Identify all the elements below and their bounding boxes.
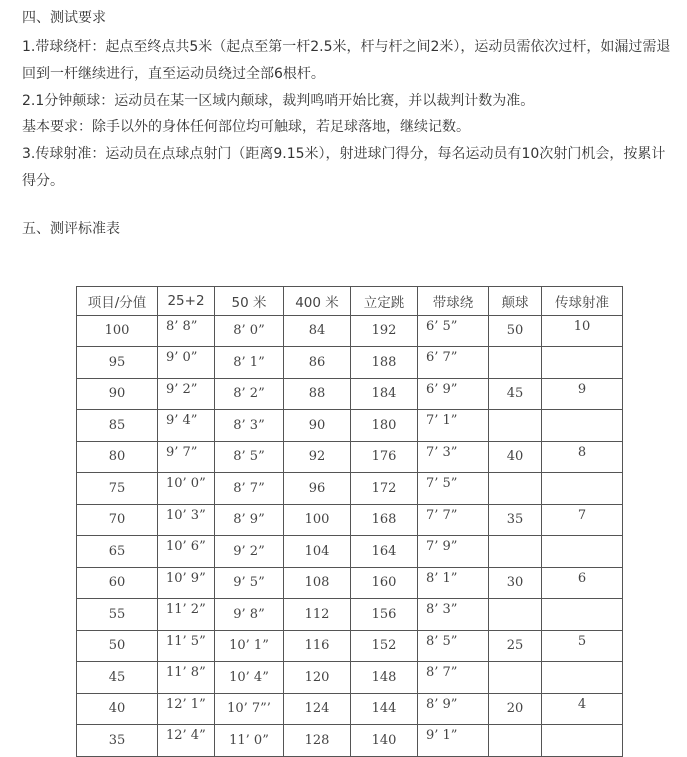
table-cell: 9 (542, 378, 623, 410)
table-cell: 9’ 2” (158, 378, 215, 410)
table-cell: 86 (284, 347, 351, 379)
table-cell: 11’ 0” (215, 725, 284, 757)
table-cell: 140 (351, 725, 418, 757)
table-cell: 40 (489, 441, 542, 473)
table-cell (489, 725, 542, 757)
rule-line: 基本要求：除手以外的身体任何部位均可触球，若足球落地，继续记数。 (22, 119, 470, 135)
table-cell: 96 (284, 473, 351, 505)
table-cell: 184 (351, 378, 418, 410)
table-cell: 8’ 0” (215, 315, 284, 347)
table-cell: 92 (284, 441, 351, 473)
column-header: 25+2 (158, 287, 215, 316)
table-cell: 50 (77, 630, 158, 662)
table-cell: 9’ 1” (418, 725, 489, 757)
table-cell: 8’ 5” (418, 630, 489, 662)
table-cell: 80 (77, 441, 158, 473)
table-cell: 144 (351, 693, 418, 725)
table-cell: 168 (351, 504, 418, 536)
table-cell: 7’ 9” (418, 536, 489, 568)
table-cell (542, 410, 623, 442)
column-header: 400 米 (284, 287, 351, 316)
table-cell: 188 (351, 347, 418, 379)
table-row (77, 567, 623, 599)
table-row (77, 662, 623, 694)
table-cell: 12’ 1” (158, 693, 215, 725)
rule-line: 得分。 (22, 173, 64, 189)
table-cell: 10’ 0” (158, 473, 215, 505)
section-4-heading: 四、测试要求 (22, 10, 106, 26)
table-row (77, 347, 623, 379)
table-row (77, 441, 623, 473)
table-cell: 10’ 7”’ (215, 693, 284, 725)
table-cell: 8’ 7” (215, 473, 284, 505)
table-cell: 10’ 1” (215, 630, 284, 662)
scoring-standard-table (76, 286, 623, 757)
table-cell: 164 (351, 536, 418, 568)
table-cell: 128 (284, 725, 351, 757)
table-cell: 45 (77, 662, 158, 694)
table-cell: 8’ 7” (418, 662, 489, 694)
table-cell: 172 (351, 473, 418, 505)
table-cell (542, 347, 623, 379)
table-cell: 55 (77, 599, 158, 631)
table-row (77, 536, 623, 568)
table-cell: 192 (351, 315, 418, 347)
table-cell: 30 (489, 567, 542, 599)
table-cell: 75 (77, 473, 158, 505)
table-cell: 7’ 5” (418, 473, 489, 505)
table-cell: 6’ 7” (418, 347, 489, 379)
column-header: 带球绕 (418, 287, 489, 316)
table-row (77, 378, 623, 410)
rule-line: 3.传球射准：运动员在点球点射门（距离9.15米），射进球门得分，每名运动员有10次射门机会，按累计 (22, 146, 666, 162)
table-cell: 8’ 3” (418, 599, 489, 631)
table-cell: 160 (351, 567, 418, 599)
table-cell (542, 725, 623, 757)
table-cell (542, 473, 623, 505)
table-cell (542, 536, 623, 568)
table-cell: 10 (542, 315, 623, 347)
table-cell: 84 (284, 315, 351, 347)
table-cell: 6’ 5” (418, 315, 489, 347)
table-cell: 8’ 1” (215, 347, 284, 379)
table-cell: 95 (77, 347, 158, 379)
table-cell: 9’ 4” (158, 410, 215, 442)
table-cell: 8’ 8” (158, 315, 215, 347)
table-cell: 9’ 0” (158, 347, 215, 379)
table-cell: 9’ 7” (158, 441, 215, 473)
table-cell: 148 (351, 662, 418, 694)
table-cell: 104 (284, 536, 351, 568)
table-cell: 152 (351, 630, 418, 662)
table-cell (489, 473, 542, 505)
table-cell: 8’ 9” (418, 693, 489, 725)
table-cell: 5 (542, 630, 623, 662)
table-cell: 124 (284, 693, 351, 725)
table-cell: 10’ 6” (158, 536, 215, 568)
table-cell: 60 (77, 567, 158, 599)
column-header: 50 米 (215, 287, 284, 316)
table-cell (489, 347, 542, 379)
table-cell: 90 (284, 410, 351, 442)
table-cell: 20 (489, 693, 542, 725)
table-cell: 7 (542, 504, 623, 536)
table-cell: 90 (77, 378, 158, 410)
table-cell: 12’ 4” (158, 725, 215, 757)
table-cell: 8 (542, 441, 623, 473)
table-row (77, 693, 623, 725)
column-header: 颠球 (489, 287, 542, 316)
table-cell: 10’ 9” (158, 567, 215, 599)
table-row (77, 473, 623, 505)
table-row (77, 410, 623, 442)
table-cell: 9’ 8” (215, 599, 284, 631)
table-cell: 120 (284, 662, 351, 694)
table-cell: 176 (351, 441, 418, 473)
table-cell: 8’ 5” (215, 441, 284, 473)
table-cell: 10’ 3” (158, 504, 215, 536)
column-header: 传球射准 (542, 287, 623, 316)
table-cell: 7’ 1” (418, 410, 489, 442)
table-cell: 6’ 9” (418, 378, 489, 410)
column-header: 项目/分值 (77, 287, 158, 316)
table-cell: 25 (489, 630, 542, 662)
table-cell: 40 (77, 693, 158, 725)
table-cell: 8’ 9” (215, 504, 284, 536)
table-cell: 11’ 2” (158, 599, 215, 631)
table-cell: 9’ 5” (215, 567, 284, 599)
table-row (77, 599, 623, 631)
table-cell: 88 (284, 378, 351, 410)
table-row (77, 630, 623, 662)
table-cell (489, 536, 542, 568)
table-cell (542, 599, 623, 631)
table-cell: 10’ 4” (215, 662, 284, 694)
table-cell: 6 (542, 567, 623, 599)
table-cell: 7’ 3” (418, 441, 489, 473)
table-cell (542, 662, 623, 694)
table-cell (489, 599, 542, 631)
table-cell: 45 (489, 378, 542, 410)
table-cell: 8’ 3” (215, 410, 284, 442)
section-5-heading: 五、测评标准表 (22, 221, 120, 237)
table-cell: 35 (77, 725, 158, 757)
table-cell (489, 662, 542, 694)
table-cell: 112 (284, 599, 351, 631)
table-cell: 9’ 2” (215, 536, 284, 568)
table-cell: 85 (77, 410, 158, 442)
rule-line: 2.1分钟颠球：运动员在某一区域内颠球，裁判鸣哨开始比赛，并以裁判计数为准。 (22, 93, 535, 109)
column-header: 立定跳 (351, 287, 418, 316)
table-cell: 7’ 7” (418, 504, 489, 536)
table-cell: 50 (489, 315, 542, 347)
table-cell: 8’ 1” (418, 567, 489, 599)
table-cell: 11’ 8” (158, 662, 215, 694)
table-cell: 65 (77, 536, 158, 568)
table-row (77, 725, 623, 757)
rule-line: 回到一杆继续进行，直至运动员绕过全部6根杆。 (22, 66, 325, 82)
table-row (77, 504, 623, 536)
table-cell: 35 (489, 504, 542, 536)
table-cell: 70 (77, 504, 158, 536)
rule-line: 1.带球绕杆：起点至终点共5米（起点至第一杆2.5米，杆与杆之间2米），运动员需依次过杆，如漏过需退 (22, 39, 671, 55)
table-cell: 108 (284, 567, 351, 599)
table-cell: 8’ 2” (215, 378, 284, 410)
table-cell (489, 410, 542, 442)
table-cell: 100 (77, 315, 158, 347)
table-row (77, 315, 623, 347)
table-cell: 100 (284, 504, 351, 536)
table-cell: 116 (284, 630, 351, 662)
table-cell: 11’ 5” (158, 630, 215, 662)
table-cell: 180 (351, 410, 418, 442)
table-cell: 156 (351, 599, 418, 631)
table-cell: 4 (542, 693, 623, 725)
